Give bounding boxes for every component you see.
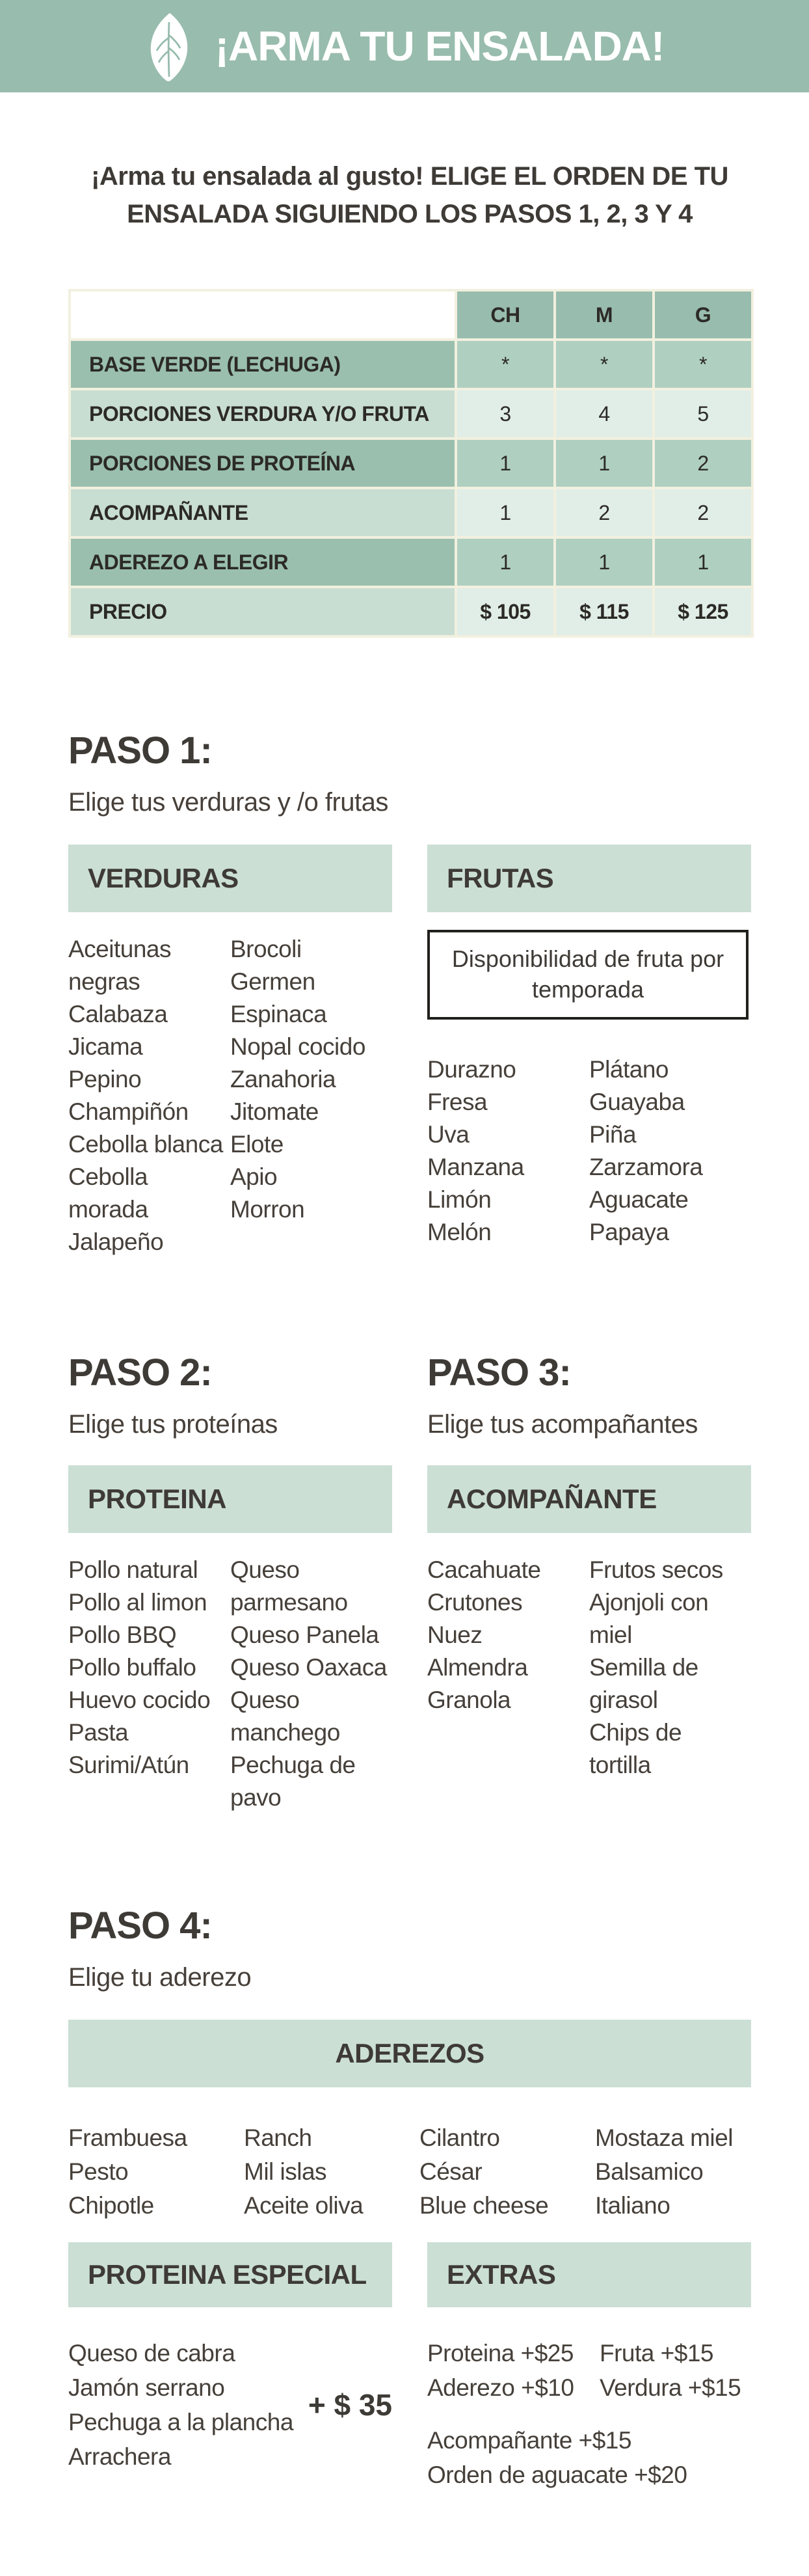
table-col-header-m: M xyxy=(556,291,652,338)
table-cell-price: $ 115 xyxy=(556,588,652,635)
fruit-availability-note: Disponibilidad de fruta por temporada xyxy=(427,930,749,1020)
list-line: Fresa xyxy=(427,1088,488,1115)
paso2-paso3-row xyxy=(68,1351,751,1814)
bottom-row xyxy=(68,2242,751,2492)
list-line: Queso Oaxaca xyxy=(230,1654,387,1681)
frutas-list-col1 xyxy=(427,1053,589,1249)
list-line: Pollo natural xyxy=(68,1556,198,1583)
proteina-especial-section-header: PROTEINA ESPECIAL xyxy=(68,2242,392,2307)
list-line: César xyxy=(419,2158,483,2185)
proteina-especial-column xyxy=(68,2242,392,2492)
intro-line-1: ¡Arma tu ensalada al gusto! ELIGE EL ORDEN DE TU xyxy=(91,162,728,191)
list-line: Morron xyxy=(230,1196,305,1223)
proteina-especial-price: + $ 35 xyxy=(308,2388,392,2422)
list-line: Champiñón xyxy=(68,1098,189,1125)
list-line: Pasta xyxy=(68,1719,129,1746)
table-cell: * xyxy=(556,341,652,388)
list-line: Apio xyxy=(230,1163,278,1190)
aderezos-col1 xyxy=(68,2121,244,2223)
header xyxy=(0,0,809,92)
extras-col1 xyxy=(427,2336,600,2405)
list-line: Uva xyxy=(427,1120,470,1148)
list-line: Granola xyxy=(427,1687,511,1713)
list-line: Frutos secos xyxy=(589,1556,723,1583)
list-line: Queso de cabra xyxy=(68,2340,235,2366)
list-line: miel xyxy=(589,1621,632,1648)
list-line: Aguacate xyxy=(589,1186,689,1213)
list-line: Cebolla blanca xyxy=(68,1131,223,1158)
table-corner-cell xyxy=(71,291,455,338)
list-line: Pesto xyxy=(68,2158,129,2185)
verduras-list-col1 xyxy=(68,933,230,1258)
list-line: Espinaca xyxy=(230,1001,327,1027)
verduras-list xyxy=(68,933,392,1258)
list-line: Acompañante +$15 xyxy=(427,2427,631,2454)
paso4-title: PASO 4: xyxy=(68,1905,212,1947)
table-cell-price: $ 105 xyxy=(457,588,553,635)
list-line: Ranch xyxy=(244,2124,312,2151)
list-line: Pepino xyxy=(68,1066,142,1092)
table-col-header-ch: CH xyxy=(457,291,553,338)
list-line: Italiano xyxy=(595,2192,670,2219)
list-line: tortilla xyxy=(589,1752,651,1778)
list-line: Huevo cocido xyxy=(68,1687,211,1713)
list-line: Chipotle xyxy=(68,2192,154,2219)
list-line: Pollo al limon xyxy=(68,1589,207,1616)
extras-full-lines xyxy=(427,2423,751,2492)
extras-col2 xyxy=(600,2336,751,2405)
list-line: parmesano xyxy=(230,1589,348,1616)
list-line: Limón xyxy=(427,1186,492,1213)
intro-line-2: ENSALADA SIGUIENDO LOS PASOS 1, 2, 3 Y 4 xyxy=(127,200,693,228)
list-line: Zarzamora xyxy=(589,1153,703,1180)
list-line: Aceitunas xyxy=(68,936,171,962)
list-line: Frambuesa xyxy=(68,2124,187,2151)
size-table xyxy=(68,289,754,638)
extras-section-header: EXTRAS xyxy=(427,2242,751,2307)
list-line: Arrachera xyxy=(68,2443,171,2470)
frutas-column xyxy=(427,845,751,1258)
verduras-section-header: VERDURAS xyxy=(68,845,392,912)
aderezos-col2 xyxy=(244,2121,419,2223)
table-cell: 1 xyxy=(457,489,553,536)
page-title: ¡ARMA TU ENSALADA! xyxy=(215,23,665,70)
table-cell: 4 xyxy=(556,390,652,437)
list-line: Melón xyxy=(427,1218,492,1245)
paso1-title: PASO 1: xyxy=(68,729,212,772)
proteina-list-col1 xyxy=(68,1554,230,1814)
table-cell: 3 xyxy=(457,390,553,437)
list-line: Almendra xyxy=(427,1654,528,1681)
list-line: Verdura +$15 xyxy=(600,2374,741,2401)
table-row-label: PORCIONES VERDURA Y/O FRUTA xyxy=(71,390,455,437)
list-line: Cebolla xyxy=(68,1163,148,1190)
list-line: Pechuga a la plancha xyxy=(68,2409,293,2435)
list-line: Nopal cocido xyxy=(230,1033,365,1060)
acompanante-section-header: ACOMPAÑANTE xyxy=(427,1465,751,1533)
paso2-title: PASO 2: xyxy=(68,1351,212,1394)
proteina-section-header: PROTEINA xyxy=(68,1465,392,1533)
frutas-list-col2 xyxy=(589,1053,751,1249)
paso3-column xyxy=(427,1351,751,1814)
table-cell: * xyxy=(655,341,751,388)
table-row-label: BASE VERDE (LECHUGA) xyxy=(71,341,455,388)
list-line: Cilantro xyxy=(419,2124,500,2151)
list-line: negras xyxy=(68,968,140,995)
list-line: Jicama xyxy=(68,1033,143,1060)
list-line: Piña xyxy=(589,1120,637,1148)
proteina-especial-list xyxy=(68,2336,293,2474)
list-line: Fruta +$15 xyxy=(600,2340,713,2366)
table-cell: 2 xyxy=(655,489,751,536)
paso1-columns xyxy=(68,845,751,1258)
acompanante-list-col1 xyxy=(427,1554,589,1782)
list-line: Papaya xyxy=(589,1218,669,1245)
list-line: morada xyxy=(68,1196,148,1223)
list-line: Mostaza miel xyxy=(595,2124,733,2151)
aderezos-section-header: ADEREZOS xyxy=(68,2020,751,2087)
frutas-list xyxy=(427,1053,751,1249)
table-row-label: PORCIONES DE PROTEÍNA xyxy=(71,440,455,487)
list-line: Germen xyxy=(230,968,315,995)
table-cell-price: $ 125 xyxy=(655,588,751,635)
table-cell: 1 xyxy=(556,440,652,487)
list-line: Jalapeño xyxy=(68,1228,164,1255)
list-line: Zanahoria xyxy=(230,1066,336,1092)
extras-list xyxy=(427,2336,751,2405)
list-line: Jitomate xyxy=(230,1098,319,1125)
list-line: Ajonjoli con xyxy=(589,1589,709,1616)
list-line: Cacahuate xyxy=(427,1556,541,1583)
list-line: Aderezo +$10 xyxy=(427,2374,574,2401)
table-cell: 5 xyxy=(655,390,751,437)
acompanante-list-col2 xyxy=(589,1554,751,1782)
list-line: Plátano xyxy=(589,1055,669,1083)
list-line: Semilla de xyxy=(589,1654,698,1681)
table-cell: 1 xyxy=(457,440,553,487)
table-row-label: ADEREZO A ELEGIR xyxy=(71,539,455,586)
content xyxy=(68,157,751,2492)
extras-column xyxy=(427,2242,751,2492)
list-line: Manzana xyxy=(427,1153,524,1180)
acompanante-list xyxy=(427,1554,751,1782)
list-line: Queso xyxy=(230,1556,300,1583)
list-line: manchego xyxy=(230,1719,340,1746)
intro-text xyxy=(68,157,751,233)
table-cell: 2 xyxy=(655,440,751,487)
verduras-column xyxy=(68,845,392,1258)
table-col-header-g: G xyxy=(655,291,751,338)
list-line: Queso xyxy=(230,1687,300,1713)
list-line: Pollo BBQ xyxy=(68,1621,177,1648)
table-row-label: ACOMPAÑANTE xyxy=(71,489,455,536)
list-line: Blue cheese xyxy=(419,2192,549,2219)
table-row-label: PRECIO xyxy=(71,588,455,635)
leaf-icon xyxy=(145,11,193,84)
list-line: Elote xyxy=(230,1131,284,1158)
list-line: Balsamico xyxy=(595,2158,704,2185)
list-line: Guayaba xyxy=(589,1088,685,1115)
list-line: pavo xyxy=(230,1784,282,1811)
paso1-subtitle: Elige tus verduras y /o frutas xyxy=(68,788,388,817)
list-line: Crutones xyxy=(427,1589,523,1616)
list-line: girasol xyxy=(589,1687,658,1713)
aderezos-list xyxy=(68,2121,751,2223)
table-cell: 1 xyxy=(556,539,652,586)
table-cell: * xyxy=(457,341,553,388)
list-line: Surimi/Atún xyxy=(68,1752,189,1778)
list-line: Pechuga de xyxy=(230,1752,356,1778)
list-line: Pollo buffalo xyxy=(68,1654,196,1681)
list-line: Nuez xyxy=(427,1621,483,1648)
paso2-column xyxy=(68,1351,392,1814)
paso3-title: PASO 3: xyxy=(427,1351,571,1394)
table-cell: 1 xyxy=(457,539,553,586)
list-line: Chips de xyxy=(589,1719,682,1746)
proteina-list-col2 xyxy=(230,1554,392,1814)
list-line: Proteina +$25 xyxy=(427,2340,574,2366)
list-line: Durazno xyxy=(427,1055,516,1083)
verduras-list-col2 xyxy=(230,933,392,1258)
table-cell: 1 xyxy=(655,539,751,586)
list-line: Brocoli xyxy=(230,936,302,962)
paso3-subtitle: Elige tus acompañantes xyxy=(427,1410,698,1439)
aderezos-col3 xyxy=(419,2121,595,2223)
list-line: Queso Panela xyxy=(230,1621,379,1648)
list-line: Aceite oliva xyxy=(244,2192,364,2219)
frutas-section-header: FRUTAS xyxy=(427,845,751,912)
list-line: Calabaza xyxy=(68,1001,168,1027)
paso4-subtitle: Elige tu aderezo xyxy=(68,1963,252,1992)
list-line: Mil islas xyxy=(244,2158,327,2185)
aderezos-col4 xyxy=(595,2121,751,2223)
proteina-list xyxy=(68,1554,392,1814)
list-line: Orden de aguacate +$20 xyxy=(427,2461,687,2488)
proteina-especial-content xyxy=(68,2336,392,2474)
list-line: Jamón serrano xyxy=(68,2374,225,2401)
table-cell: 2 xyxy=(556,489,652,536)
paso2-subtitle: Elige tus proteínas xyxy=(68,1410,278,1439)
